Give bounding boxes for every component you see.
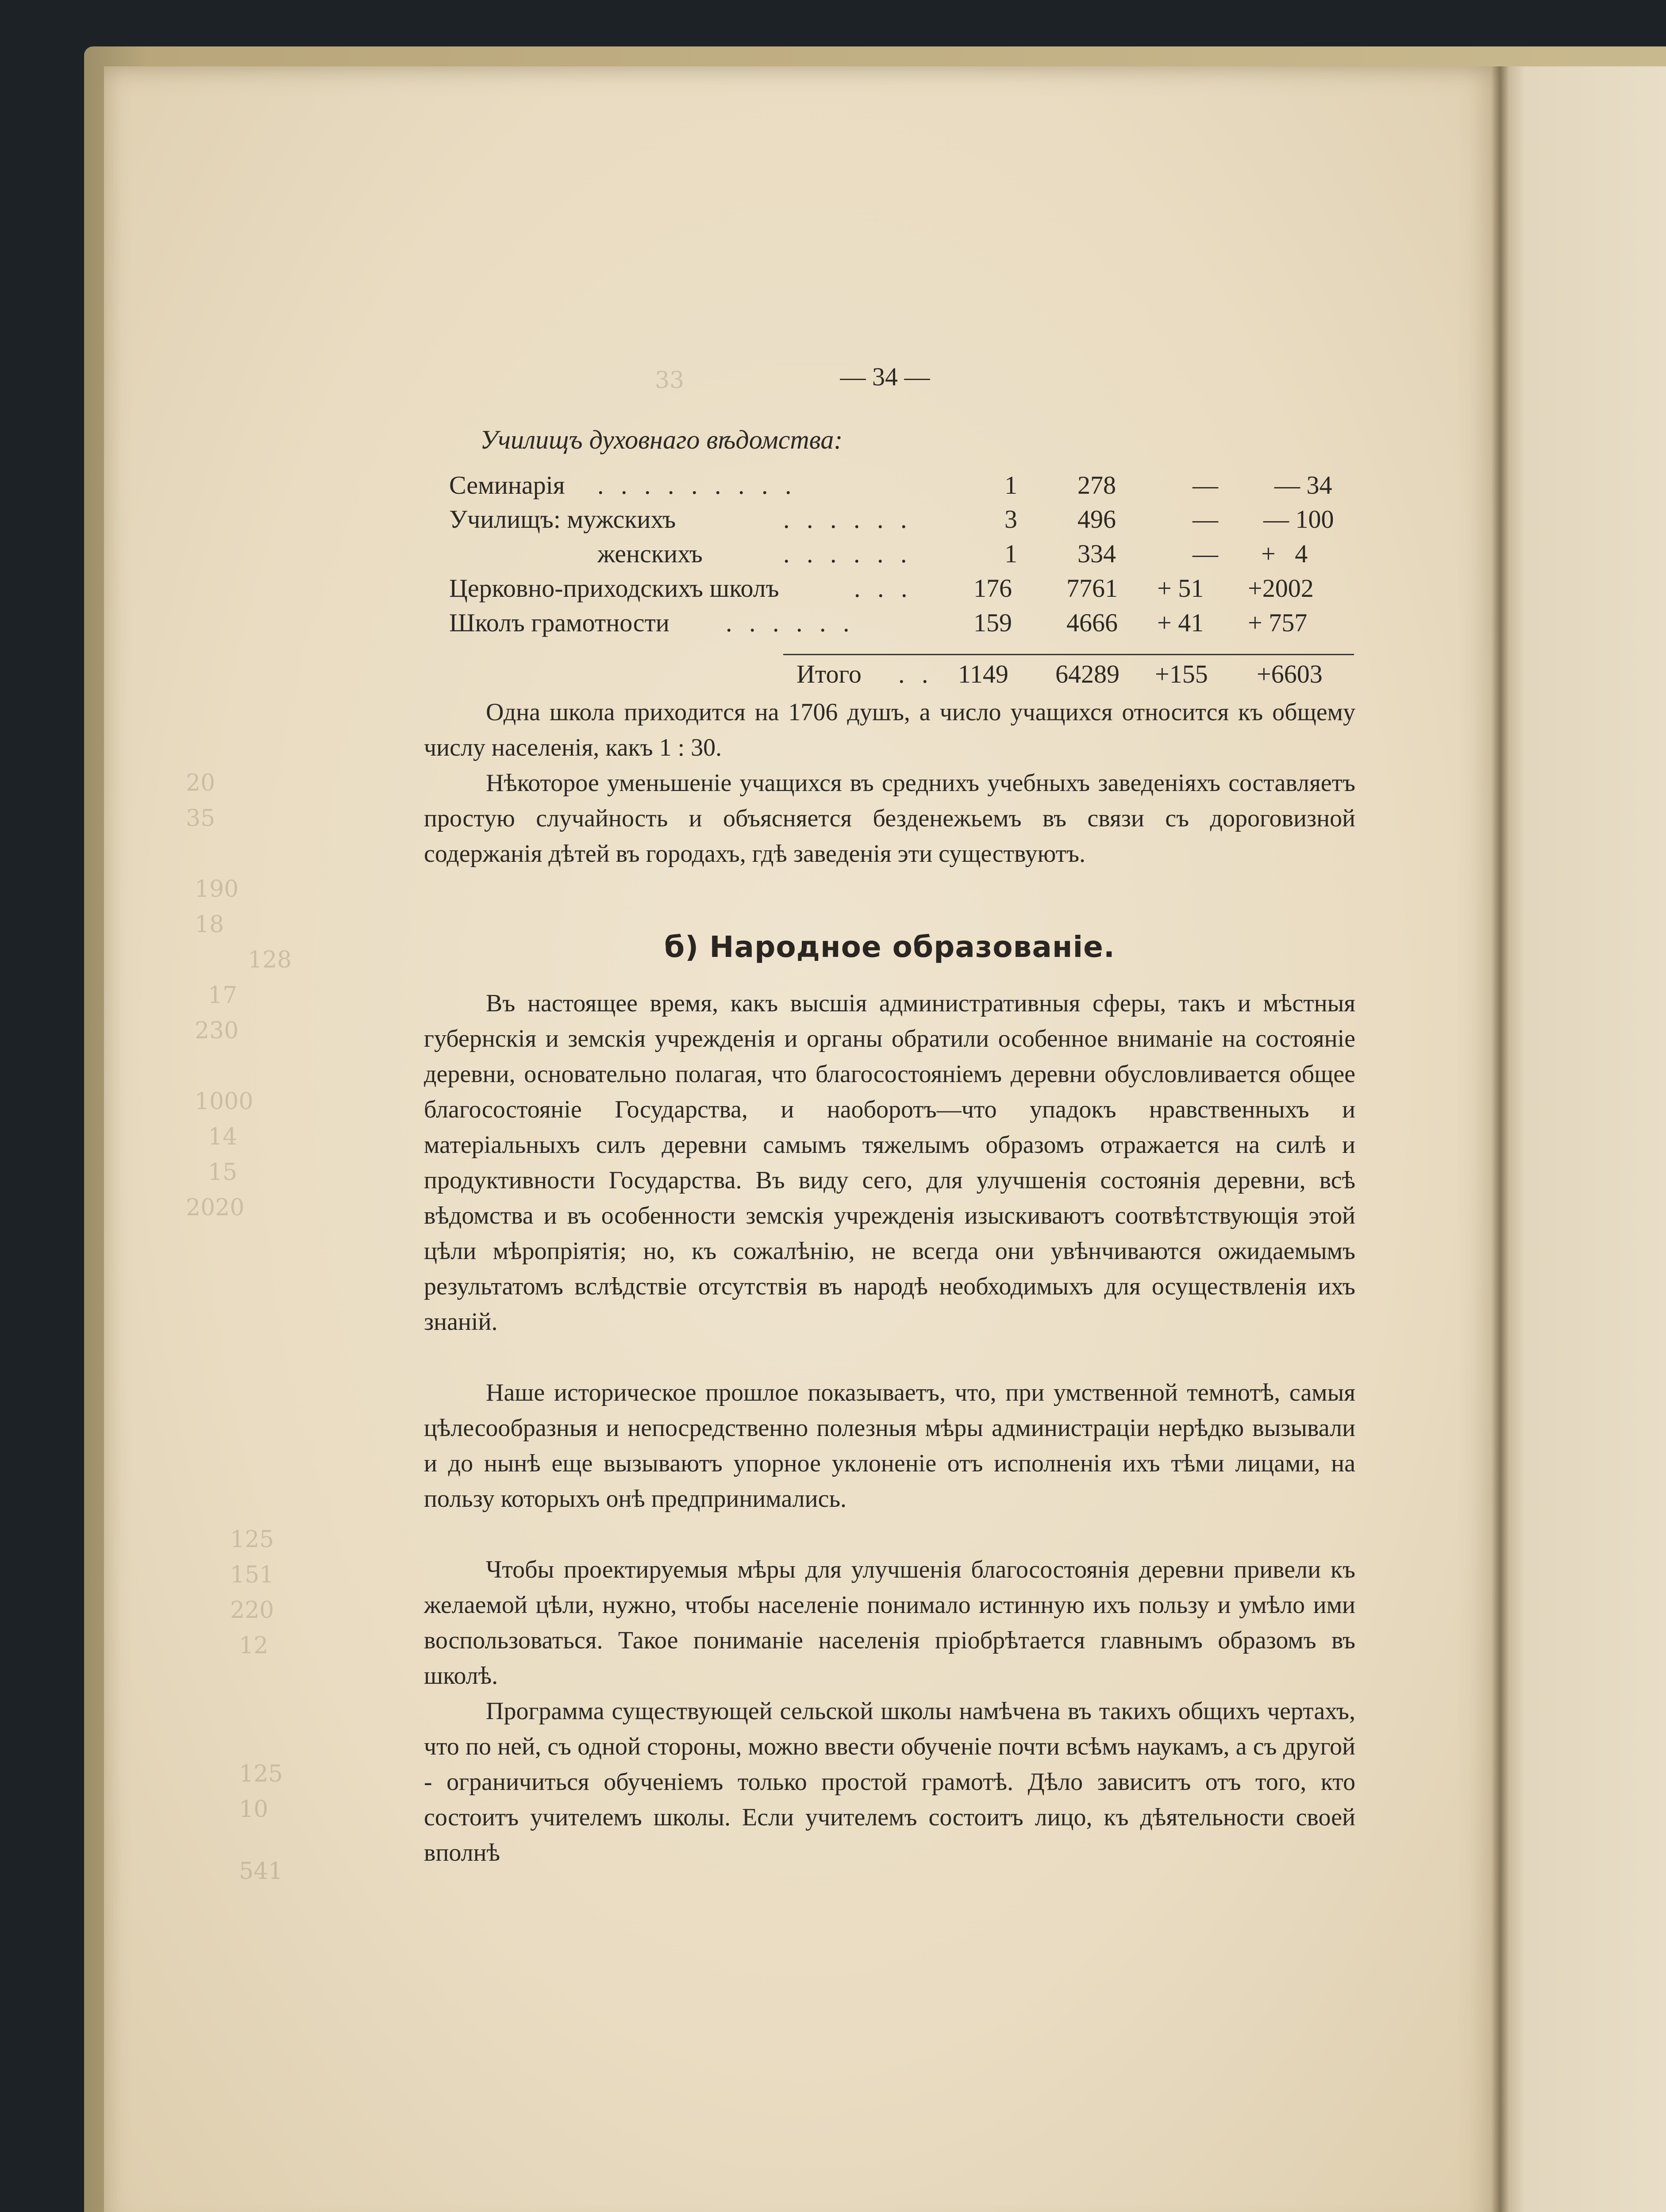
row-value-schools: 3 <box>1004 505 1017 534</box>
row-label: женскихъ <box>597 539 703 568</box>
table-caption: Училищъ духовнаго вѣдомства: <box>480 425 843 454</box>
adjacent-page <box>1500 66 1666 2212</box>
table-row <box>449 608 1356 643</box>
total-schools: 1149 <box>958 660 1008 688</box>
row-change-schools: + 51 <box>1157 574 1204 603</box>
row-change-students: — 100 <box>1263 505 1334 534</box>
total-change-schools: +155 <box>1155 660 1208 688</box>
row-value-students: 496 <box>1077 505 1116 534</box>
table-row <box>449 573 1356 609</box>
row-value-schools: 159 <box>973 608 1012 637</box>
paragraph: Чтобы проектируемыя мѣры для улучшенія благосостоянія деревни привели къ желаемой цѣли, нужно, чтобы населеніе понимало истинную ихъ пользу и умѣло ими воспользоваться. Такое пониманіе населенія пріобрѣтается главнымъ образомъ въ школѣ. <box>424 1556 1355 1690</box>
row-label: Школъ грамотности <box>449 608 669 637</box>
total-students: 64289 <box>1055 660 1120 688</box>
paragraph: Программа существующей сельской школы намѣчена въ такихъ общихъ чертахъ, что по ней, съ одной стороны, можно ввести обученіе почти всѣмъ наукамъ, а съ другой - ограничиться обученіемъ только простой грамотѣ. Дѣло зависитъ отъ того, кто состоитъ учителемъ школы. Если учителемъ состоитъ лицо, къ дѣятельности своей вполнѣ <box>424 1697 1355 1866</box>
row-change-schools: — <box>1193 539 1218 568</box>
row-value-schools: 1 <box>1004 471 1017 499</box>
table-total-row <box>449 659 1356 695</box>
scanned-book-spread: 33 20 35 190 18 128 17 230 1000 14 15 2020 125 151 220 12 125 10 541 — 34 — Училищъ духовнаго вѣдомства: Семинарія . . . . . . . . . 1 278 — — 34 Училищъ: мужскихъ . . . . . . 3 496 — — 100 женскихъ . . . . . . 1 334 — + 4 Церковно-приходскихъ школъ . . . 176 7761 + 51 +2002 Школъ грамотности . . . . . . 159 4666 + 41 + 757 Итого . . 1149 64289 +155 +6603 Одна школа приходится на 1706 душъ, а число учащихся относится къ общему числу населенія, какъ 1 : 30. Нѣкоторое уменьшеніе учащихся въ среднихъ учебныхъ заведеніяхъ составляетъ простую случайность и объясняется безденежьемъ въ связи съ дороговизной содержанія дѣтей въ городахъ, гдѣ заведенія эти существуютъ. б) Народное образованіе. Въ настоящее время, какъ высшія административныя сферы, такъ и мѣстныя губернскія и земскія учрежденія и органы обратили особенное вниманіе на состояніе деревни, основательно полагая, что благосостояніемъ деревни обусловливается общее благосостояніе Государства, и наоборотъ—что упадокъ нравственныхъ и матеріальныхъ силъ деревни самымъ тяжелымъ образомъ отражается на силѣ и продуктивности Государства. Въ виду сего, для улучшенія состоянія деревни, всѣ вѣдомства и въ особенности земскія учрежденія изыскиваютъ соотвѣтствующія этой цѣли мѣропріятія; но, къ сожалѣнію, не всегда они увѣнчиваются ожидаемымъ результатомъ вслѣдствіе отсутствія въ народѣ необходимыхъ для осуществленія ихъ знаній. Наше историческое прошлое показываетъ, что, при умственной темнотѣ, самыя цѣлесообразныя и непосредственно полезныя мѣры администраціи нерѣдко вызывали и до нынѣ еще вызываютъ упорное уклоненіе отъ исполненія ихъ тѣми лицами, на пользу которыхъ онѣ предпринимались. Чтобы проектируемыя мѣры для улучшенія благосостоянія деревни привели къ желаемой цѣли, нужно, чтобы населеніе понимало истинную ихъ пользу и умѣло ими воспользоваться. Такое пониманіе населенія пріобрѣтается главнымъ образомъ въ школѣ. Программа существующей сельской школы намѣчена въ такихъ общихъ чертахъ, что по ней, съ одной стороны, можно ввести обученіе почти всѣмъ наукамъ, а съ другой - ограничиться обученіемъ только простой грамотѣ. Дѣло зависитъ отъ того, кто состоитъ учителемъ школы. Если учителемъ состоитъ лицо, къ дѣятельности своей вполнѣ <box>0 0 1666 2212</box>
row-value-students: 278 <box>1077 471 1116 499</box>
row-change-students: — 34 <box>1274 471 1332 499</box>
row-value-students: 4666 <box>1066 608 1118 637</box>
row-dots: . . . <box>854 574 913 603</box>
row-value-schools: 1 <box>1004 539 1017 568</box>
table-row <box>449 504 1356 540</box>
row-label: Церковно-приходскихъ школъ <box>449 574 779 603</box>
row-change-students: + 757 <box>1248 608 1308 637</box>
row-label: Училищъ: мужскихъ <box>449 505 676 534</box>
row-dots: . . . . . . <box>726 608 855 637</box>
row-value-students: 7761 <box>1066 574 1118 603</box>
row-value-schools: 176 <box>973 574 1012 603</box>
total-dots: . . <box>898 660 934 688</box>
row-dots: . . . . . . . . . <box>597 471 797 499</box>
paragraph: Въ настоящее время, какъ высшія административныя сферы, такъ и мѣстныя губернскія и земскія учрежденія и органы обратили особенное вниманіе на состояніе деревни, основательно полагая, что благосостояніемъ деревни обусловливается общее благосостояніе Государства, и наоборотъ—что упадокъ нравственныхъ и матеріальныхъ силъ деревни самымъ тяжелымъ образомъ отражается на силѣ и продуктивности Государства. Въ виду сего, для улучшенія состоянія деревни, всѣ вѣдомства и въ особенности земскія учрежденія изыскиваютъ соотвѣтствующія этой цѣли мѣропріятія; но, къ сожалѣнію, не всегда они увѣнчиваются ожидаемымъ результатомъ вслѣдствіе отсутствія въ народѣ необходимыхъ для осуществленія ихъ знаній. <box>424 990 1355 1336</box>
section-heading: б) Народное образованіе. <box>664 930 1115 964</box>
row-dots: . . . . . . <box>783 539 912 568</box>
paragraph: Нѣкоторое уменьшеніе учащихся въ среднихъ учебныхъ заведеніяхъ составляетъ простую случайность и объясняется безденежьемъ въ связи съ дороговизной содержанія дѣтей въ городахъ, гдѣ заведенія эти существуютъ. <box>424 769 1355 868</box>
row-change-students: +2002 <box>1248 574 1314 603</box>
table-row <box>449 539 1356 574</box>
row-change-schools: + 41 <box>1157 608 1204 637</box>
row-change-students: + 4 <box>1261 539 1308 568</box>
row-dots: . . . . . . <box>783 505 912 534</box>
row-change-schools: — <box>1193 505 1218 534</box>
book-gutter <box>1491 66 1509 2212</box>
row-change-schools: — <box>1193 471 1218 499</box>
table-total-rule <box>783 654 1354 655</box>
page-number: — 34 — <box>840 362 930 391</box>
row-label: Семинарія <box>449 471 565 499</box>
table-row <box>449 470 1356 506</box>
total-change-students: +6603 <box>1257 660 1323 688</box>
paragraph: Наше историческое прошлое показываетъ, что, при умственной темнотѣ, самыя цѣлесообразныя и непосредственно полезныя мѣры администраціи нерѣдко вызывали и до нынѣ еще вызываютъ упорное уклоненіе отъ исполненія ихъ тѣми лицами, на пользу которыхъ онѣ предпринимались. <box>424 1379 1355 1513</box>
total-label: Итого <box>796 660 862 688</box>
paragraph: Одна школа приходится на 1706 душъ, а число учащихся относится къ общему числу населенія, какъ 1 : 30. <box>424 699 1355 761</box>
row-value-students: 334 <box>1077 539 1116 568</box>
